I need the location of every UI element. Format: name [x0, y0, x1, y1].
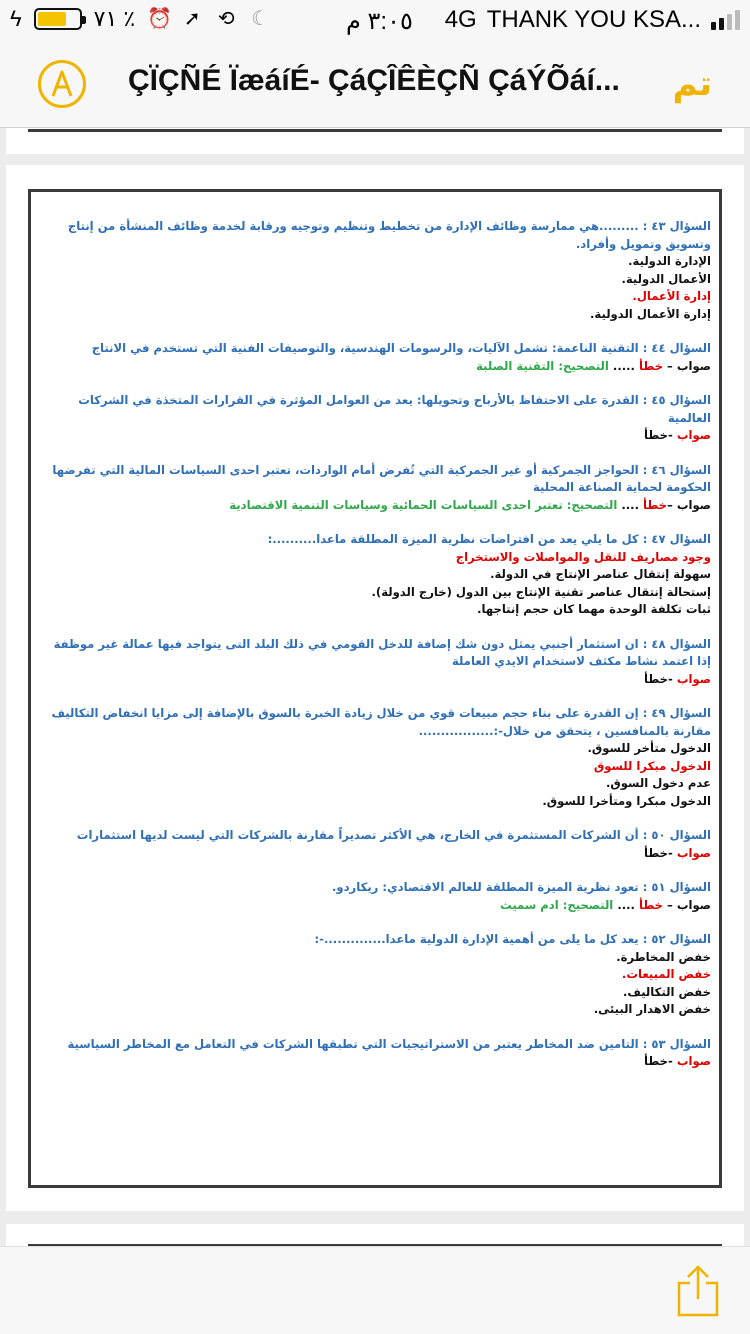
answer-option: خفض التكاليف. [622, 984, 711, 999]
question-block [39, 1036, 711, 1071]
question-stem: السؤال ٥٢ : يعد كل ما يلى من أهمية الإدارة الدولية ماعدا..............-: [314, 932, 711, 946]
rotation-lock-icon: ⟲ [217, 8, 235, 30]
true-label: صواب [676, 897, 711, 912]
status-right [445, 6, 740, 34]
true-label: صواب [676, 1054, 711, 1068]
markup-pen-icon [49, 69, 75, 99]
answer-option: الدخول متأخر للسوق. [587, 741, 711, 755]
question-stem: السؤال ٥١ : تعود نظرية الميزة المطلقة للعالم الاقتصادي: ريكاردو. [331, 880, 711, 894]
markup-pen-button[interactable] [38, 60, 86, 108]
answer-option: عدم دخول السوق. [606, 776, 711, 790]
false-label: خطأ [644, 845, 669, 860]
false-label: خطأ [639, 358, 664, 373]
correct-option: الدخول مبكرا للسوق [593, 758, 711, 773]
status-left [10, 6, 271, 32]
document-title: ÇÏÇÑÉ ÏæáíÉ- ÇáÇÎÊÈÇÑ ÇáÝÕáí... [128, 64, 620, 97]
carrier-name: THANK YOU KSA... [486, 6, 701, 33]
true-false-line: صواب -خطأ [644, 1054, 711, 1068]
false-label: خطأ [639, 897, 664, 912]
question-stem: السؤال ٤٥ : القدرة على الاحتفاظ بالأرباح وتحويلها: يعد من العوامل المؤثرة في القرارات المتخذة في الشركات العالمية [78, 393, 711, 425]
charging-bolt-icon: ϟ [10, 6, 22, 31]
true-false-line [39, 897, 711, 915]
answer-option: ثبات تكلفة الوحدة مهما كان حجم إنتاجها. [477, 602, 711, 616]
moon-icon: ☾ [251, 8, 270, 30]
true-label: صواب [676, 428, 711, 442]
question-stem: السؤال ٤٧ : كل ما يلي يعد من افتراضات نظرية الميزة المطلقة ماعدا..........: [267, 532, 711, 546]
answer-option: خفض المخاطرة. [616, 949, 711, 964]
question-stem: السؤال ٤٩ : إن القدرة على بناء حجم مبيعات قوي من خلال زيادة الخبرة بالسوق بالإضافة إلى مزايا انخفاض التكاليف مقارنة بالمنافسين ، يتحقق من خلال-:................. [51, 706, 711, 738]
question-block [39, 462, 711, 515]
question-stem: السؤال ٥٣ : التامين ضد المخاطر يعتبر من الاستراتيجيات التي تطبقها الشركات في التعامل مع المخاطر السياسية [67, 1036, 711, 1051]
false-label: خطأ [644, 428, 669, 442]
dash: – [663, 897, 677, 912]
dash: – [663, 358, 677, 373]
true-label: صواب [676, 358, 711, 373]
battery-fill [38, 12, 66, 26]
correction-text: التصحيح: التقنية الصلبة [476, 358, 609, 373]
question-block [39, 340, 711, 375]
dots: .... [617, 497, 644, 512]
network-type: 4G [444, 6, 477, 33]
true-false-line: صواب -خطأ [644, 428, 711, 442]
done-button[interactable]: تم [672, 64, 712, 104]
correct-option: خفض المبيعات. [621, 967, 711, 981]
answer-option: إستحالة إنتقال عناصر تقنية الإنتاج بين الدول (خارج الدولة). [371, 584, 711, 599]
question-block [39, 636, 711, 689]
question-block [39, 827, 711, 862]
question-stem: السؤال ٤٣ : .........هي ممارسة وظائف الإدارة من تخطيط وتنظيم وتوجيه ورقابة لخدمة وظائف المنشأة من إنتاج وتسويق وتمويل وأفراد. [67, 219, 711, 251]
true-false-line [39, 497, 711, 515]
correction-text: التصحيح: ادم سميث [500, 897, 614, 912]
questions-list [39, 218, 711, 1088]
page-frame-bottom [28, 128, 722, 132]
true-false-line [39, 358, 711, 376]
answer-option: الأعمال الدولية. [621, 271, 711, 286]
alarm-icon: ⏰ [147, 8, 173, 30]
correct-option: إدارة الأعمال. [632, 289, 711, 303]
dots: .... [613, 897, 639, 912]
dash: – [667, 497, 677, 512]
status-bar [0, 0, 750, 40]
battery-percent: ٧١ ٪ [93, 6, 136, 31]
false-label: خطأ [643, 497, 668, 512]
true-label: صواب [676, 845, 711, 860]
correction-text: التصحيح: تعتبر احدى السياسات الحمائية وسياسات التنمية الاقتصادية [229, 497, 618, 512]
question-block [39, 879, 711, 914]
share-icon [676, 1265, 720, 1317]
dots: ..... [608, 358, 639, 373]
false-label: خطأ [644, 671, 669, 686]
question-block [39, 218, 711, 323]
question-stem: السؤال ٤٤ : التقنية الناعمة: تشمل الآليات، والرسومات الهندسية، والتوصيفات الفنية التي تستخدم في الانتاج [91, 341, 711, 355]
signal-bars-icon [711, 10, 740, 30]
question-stem: السؤال ٤٨ : ان استثمار أجنبي يمثل دون شك إضافة للدخل القومي في ذلك البلد التى يتواجد فيها عمالة غير موظفة إذا اعتمد نشاط مكثف لاستخدام الايدي العاملة [53, 636, 711, 668]
true-label: صواب [676, 671, 711, 686]
answer-option: الدخول مبكرا ومتأخرا للسوق. [542, 793, 711, 808]
correct-option: وجود مصاريف للنقل والمواصلات والاستخراج [455, 549, 711, 564]
share-button[interactable] [676, 1265, 720, 1317]
battery-icon [34, 8, 82, 30]
page-frame [28, 189, 722, 1188]
answer-option: سهولة إنتقال عناصر الإنتاج في الدولة. [490, 567, 711, 581]
answer-option: الإدارة الدولية. [628, 254, 711, 268]
status-time: ٣:٠٥ م [346, 8, 413, 35]
true-false-line: صواب -خطأ [644, 671, 711, 686]
document-page [6, 165, 744, 1211]
question-stem: السؤال ٤٦ : الحواجز الجمركية أو غير الجمركية التي تُفرض أمام الواردات، تعتبر احدى السياسات المالية التي تفرضها الحكومة لحماية الصناعة المحلية [52, 462, 711, 494]
answer-option: إدارة الأعمال الدولية. [590, 306, 711, 321]
bottom-toolbar [0, 1246, 750, 1334]
nav-bar [0, 40, 750, 128]
true-false-line: صواب -خطأ [644, 845, 711, 860]
question-block [39, 531, 711, 619]
question-block [39, 392, 711, 445]
false-label: خطأ [644, 1054, 669, 1068]
answer-option: خفض الاهدار البيئى. [593, 1002, 711, 1016]
location-arrow-icon: ➚ [183, 8, 201, 30]
question-block [39, 705, 711, 810]
question-stem: السؤال ٥٠ : أن الشركات المستثمرة في الخارج، هي الأكثر تصديراً مقارنة بالشركات التي ليست لديها استثمارات [76, 828, 711, 842]
question-block [39, 931, 711, 1019]
true-label: صواب [676, 497, 711, 512]
previous-page [6, 128, 744, 154]
